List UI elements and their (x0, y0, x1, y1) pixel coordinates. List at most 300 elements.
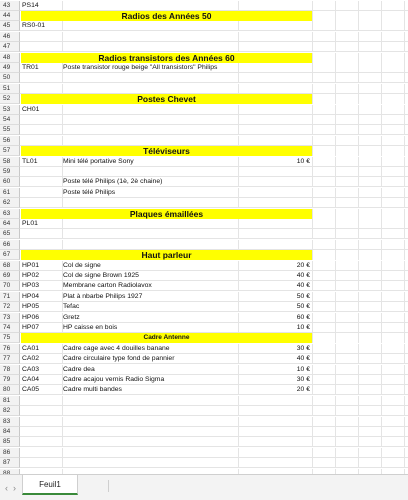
column-gridline (381, 115, 382, 125)
column-gridline (358, 94, 359, 104)
column-gridline (404, 406, 405, 416)
column-gridline (404, 136, 405, 146)
cell-price[interactable]: 10 € (296, 365, 310, 373)
column-gridline (312, 11, 313, 21)
column-gridline (335, 292, 336, 302)
sheet-row (0, 188, 408, 198)
column-gridline (404, 354, 405, 364)
row-grid (20, 437, 408, 447)
cell-price[interactable]: 20 € (296, 261, 310, 269)
row-number[interactable]: 68 (0, 261, 20, 271)
column-gridline (312, 302, 313, 312)
sheet-row (0, 73, 408, 83)
column-gridline (381, 261, 382, 271)
tab-scroll-right-icon[interactable]: › (13, 483, 16, 493)
row-number[interactable]: 86 (0, 448, 20, 458)
cell-reference[interactable]: TR01 (22, 63, 39, 71)
cell-reference[interactable]: TL01 (22, 157, 38, 165)
column-gridline (312, 417, 313, 427)
column-gridline (381, 63, 382, 73)
cell-description[interactable]: HP caisse en bois (63, 323, 118, 331)
column-gridline (358, 333, 359, 343)
column-gridline (358, 323, 359, 333)
column-gridline (335, 115, 336, 125)
row-number[interactable]: 58 (0, 157, 20, 167)
sheet-row (0, 281, 408, 291)
column-gridline (335, 219, 336, 229)
cell-description[interactable]: Cadre multi bandes (63, 386, 122, 394)
column-gridline (358, 250, 359, 260)
row-number[interactable]: 85 (0, 437, 20, 447)
row-number[interactable]: 70 (0, 281, 20, 291)
column-gridline (62, 229, 63, 239)
column-gridline (381, 157, 382, 167)
column-gridline (381, 396, 382, 406)
row-number[interactable]: 64 (0, 219, 20, 229)
row-number[interactable]: 63 (0, 209, 20, 219)
column-gridline (381, 1, 382, 11)
sheet-row (0, 365, 408, 375)
column-gridline (335, 209, 336, 219)
row-number[interactable]: 76 (0, 344, 20, 354)
column-gridline (312, 323, 313, 333)
column-gridline (358, 1, 359, 11)
column-gridline (62, 73, 63, 83)
cell-reference[interactable]: HP01 (22, 261, 40, 269)
cell-reference[interactable]: CA05 (22, 386, 40, 394)
cell-reference[interactable]: PL01 (22, 219, 38, 227)
column-gridline (62, 167, 63, 177)
column-gridline (335, 417, 336, 427)
row-number[interactable]: 43 (0, 1, 20, 11)
column-gridline (312, 437, 313, 447)
row-number[interactable]: 47 (0, 42, 20, 52)
column-gridline (335, 32, 336, 42)
sheet-tab-feuil1[interactable]: Feuil1 (22, 475, 78, 495)
column-gridline (404, 333, 405, 343)
cell-description[interactable]: Membrane carton Radiolavox (63, 282, 152, 290)
cell-price[interactable]: 50 € (296, 303, 310, 311)
column-gridline (381, 11, 382, 21)
column-gridline (335, 385, 336, 395)
cell-price[interactable]: 20 € (296, 386, 310, 394)
column-gridline (381, 281, 382, 291)
row-grid (20, 417, 408, 427)
column-gridline (404, 157, 405, 167)
row-number[interactable]: 45 (0, 21, 20, 31)
column-gridline (238, 219, 239, 229)
sheet-row (0, 198, 408, 208)
column-gridline (335, 281, 336, 291)
cell-price[interactable]: 30 € (296, 375, 310, 383)
column-gridline (312, 458, 313, 468)
column-gridline (404, 250, 405, 260)
column-gridline (358, 313, 359, 323)
row-number[interactable]: 55 (0, 125, 20, 135)
column-gridline (404, 188, 405, 198)
row-grid (20, 427, 408, 437)
row-number[interactable]: 72 (0, 302, 20, 312)
row-number[interactable]: 74 (0, 323, 20, 333)
column-gridline (335, 375, 336, 385)
column-gridline (404, 167, 405, 177)
column-gridline (62, 42, 63, 52)
row-grid (20, 167, 408, 177)
column-gridline (238, 42, 239, 52)
column-gridline (358, 188, 359, 198)
column-gridline (358, 11, 359, 21)
row-number[interactable]: 49 (0, 63, 20, 73)
cell-description[interactable]: Gretz (63, 313, 80, 321)
column-gridline (335, 167, 336, 177)
column-gridline (381, 198, 382, 208)
cell-reference[interactable]: HP06 (22, 313, 40, 321)
column-gridline (381, 125, 382, 135)
column-gridline (381, 427, 382, 437)
row-grid (20, 240, 408, 250)
column-gridline (358, 437, 359, 447)
column-gridline (381, 229, 382, 239)
cell-price[interactable]: 60 € (296, 313, 310, 321)
row-number[interactable]: 66 (0, 240, 20, 250)
sheet-row (0, 209, 408, 219)
column-gridline (358, 177, 359, 187)
column-gridline (312, 396, 313, 406)
section-header[interactable]: Téléviseurs (143, 146, 190, 157)
row-number[interactable]: 52 (0, 94, 20, 104)
column-gridline (335, 136, 336, 146)
row-grid (20, 73, 408, 83)
column-gridline (335, 406, 336, 416)
cell-description[interactable]: Poste télé Philips (63, 188, 116, 196)
column-gridline (358, 281, 359, 291)
row-grid (20, 42, 408, 52)
column-gridline (358, 219, 359, 229)
sheet-row (0, 271, 408, 281)
column-gridline (335, 146, 336, 156)
column-gridline (335, 11, 336, 21)
sheet-row (0, 32, 408, 42)
column-gridline (381, 458, 382, 468)
row-number[interactable]: 82 (0, 406, 20, 416)
sheet-row (0, 1, 408, 11)
column-gridline (381, 73, 382, 83)
column-gridline (381, 271, 382, 281)
cell-price[interactable]: 50 € (296, 292, 310, 300)
cell-reference[interactable]: PS14 (22, 1, 39, 9)
row-number[interactable]: 54 (0, 115, 20, 125)
cell-description[interactable]: Cadre dea (63, 365, 95, 373)
row-number[interactable]: 79 (0, 375, 20, 385)
row-number[interactable]: 73 (0, 313, 20, 323)
column-gridline (238, 63, 239, 73)
cell-description[interactable]: Mini télé portative Sony (63, 157, 134, 165)
column-gridline (358, 354, 359, 364)
column-gridline (404, 281, 405, 291)
tab-separator (108, 480, 109, 492)
column-gridline (312, 84, 313, 94)
row-number[interactable]: 80 (0, 385, 20, 395)
row-number[interactable]: 78 (0, 365, 20, 375)
column-gridline (358, 229, 359, 239)
row-grid (20, 219, 408, 229)
row-number[interactable]: 77 (0, 354, 20, 364)
cell-reference[interactable]: RS0-01 (22, 22, 46, 30)
column-gridline (381, 53, 382, 63)
column-gridline (404, 292, 405, 302)
column-gridline (238, 437, 239, 447)
column-gridline (62, 125, 63, 135)
column-gridline (312, 209, 313, 219)
row-number[interactable]: 50 (0, 73, 20, 83)
sheet-row (0, 406, 408, 416)
column-gridline (358, 53, 359, 63)
sheet-row (0, 302, 408, 312)
cell-description[interactable]: Cadre cage avec 4 douilles banane (63, 344, 170, 352)
section-header[interactable]: Radios transistors des Années 60 (98, 52, 235, 63)
cell-reference[interactable]: CA01 (22, 344, 40, 352)
sheet-row (0, 375, 408, 385)
cell-description[interactable]: Col de signe Brown 1925 (63, 271, 139, 279)
cell-reference[interactable]: HP03 (22, 282, 40, 290)
cell-reference[interactable]: CA02 (22, 355, 40, 363)
section-header[interactable]: Postes Chevet (137, 94, 196, 105)
column-gridline (381, 344, 382, 354)
row-number[interactable]: 75 (0, 333, 20, 343)
column-gridline (381, 385, 382, 395)
cell-price[interactable]: 10 € (296, 323, 310, 331)
column-gridline (381, 177, 382, 187)
column-gridline (238, 1, 239, 11)
sheet-row (0, 437, 408, 447)
column-gridline (404, 177, 405, 187)
cell-price[interactable]: 10 € (296, 157, 310, 165)
row-grid (20, 448, 408, 458)
column-gridline (312, 188, 313, 198)
cell-price[interactable]: 40 € (296, 271, 310, 279)
sheet-row (0, 385, 408, 395)
column-gridline (312, 406, 313, 416)
column-gridline (62, 437, 63, 447)
column-gridline (358, 198, 359, 208)
column-gridline (358, 136, 359, 146)
row-number[interactable]: 88 (0, 469, 20, 475)
cell-reference[interactable]: CA04 (22, 375, 40, 383)
row-number[interactable]: 65 (0, 229, 20, 239)
cell-reference[interactable]: HP07 (22, 323, 40, 331)
row-grid (20, 115, 408, 125)
column-gridline (404, 209, 405, 219)
column-gridline (62, 84, 63, 94)
row-grid (20, 229, 408, 239)
row-number[interactable]: 57 (0, 146, 20, 156)
column-gridline (238, 105, 239, 115)
sheet-row (0, 105, 408, 115)
cell-description[interactable]: Cadre circulaire type fond de pannier (63, 355, 175, 363)
column-gridline (381, 302, 382, 312)
column-gridline (62, 32, 63, 42)
cell-description[interactable]: Plat à nbarbe Philips 1927 (63, 292, 143, 300)
cell-price[interactable]: 40 € (296, 282, 310, 290)
column-gridline (312, 427, 313, 437)
column-gridline (238, 198, 239, 208)
column-gridline (62, 427, 63, 437)
column-gridline (404, 365, 405, 375)
row-number[interactable]: 69 (0, 271, 20, 281)
row-number[interactable]: 60 (0, 177, 20, 187)
sheet-row (0, 146, 408, 156)
column-gridline (404, 240, 405, 250)
column-gridline (381, 167, 382, 177)
column-gridline (312, 53, 313, 63)
column-gridline (404, 219, 405, 229)
column-gridline (358, 344, 359, 354)
cell-description[interactable]: Poste télé Philips (1è, 2è chaine) (63, 178, 163, 186)
column-gridline (404, 63, 405, 73)
section-header[interactable]: Radios des Années 50 (121, 10, 212, 21)
row-number[interactable]: 67 (0, 250, 20, 260)
column-gridline (312, 354, 313, 364)
column-gridline (358, 73, 359, 83)
column-gridline (381, 42, 382, 52)
cell-reference[interactable]: HP05 (22, 303, 40, 311)
column-gridline (312, 167, 313, 177)
sheet-row (0, 458, 408, 468)
column-gridline (358, 125, 359, 135)
row-number[interactable]: 59 (0, 167, 20, 177)
column-gridline (238, 417, 239, 427)
column-gridline (404, 458, 405, 468)
column-gridline (335, 250, 336, 260)
column-gridline (312, 261, 313, 271)
column-gridline (335, 427, 336, 437)
column-gridline (335, 323, 336, 333)
row-grid (20, 458, 408, 468)
row-grid (20, 136, 408, 146)
column-gridline (312, 115, 313, 125)
column-gridline (312, 1, 313, 11)
section-header[interactable]: Haut parleur (141, 250, 192, 261)
column-gridline (62, 198, 63, 208)
column-gridline (404, 198, 405, 208)
cell-description[interactable]: Tefac (63, 303, 80, 311)
column-gridline (358, 105, 359, 115)
sheet-row (0, 240, 408, 250)
column-gridline (312, 105, 313, 115)
column-gridline (404, 32, 405, 42)
row-number[interactable]: 62 (0, 198, 20, 208)
sheet-row (0, 63, 408, 73)
column-gridline (404, 344, 405, 354)
column-gridline (238, 177, 239, 187)
cell-description[interactable]: Poste transistor rouge beige "All transistors" Philips (63, 63, 218, 71)
row-number[interactable]: 51 (0, 84, 20, 94)
column-gridline (358, 427, 359, 437)
sheet-row (0, 344, 408, 354)
row-grid (20, 1, 408, 11)
column-gridline (238, 240, 239, 250)
row-number[interactable]: 71 (0, 292, 20, 302)
column-gridline (381, 136, 382, 146)
column-gridline (335, 157, 336, 167)
cell-description[interactable]: Cadre acajou vernis Radio Sigma (63, 375, 165, 383)
row-number[interactable]: 46 (0, 32, 20, 42)
sheet-row (0, 219, 408, 229)
row-number[interactable]: 84 (0, 427, 20, 437)
column-gridline (238, 396, 239, 406)
column-gridline (335, 198, 336, 208)
row-number[interactable]: 81 (0, 396, 20, 406)
column-gridline (312, 73, 313, 83)
column-gridline (358, 63, 359, 73)
row-number[interactable]: 53 (0, 105, 20, 115)
row-number[interactable]: 56 (0, 136, 20, 146)
row-number[interactable]: 44 (0, 11, 20, 21)
column-gridline (358, 157, 359, 167)
column-gridline (238, 458, 239, 468)
tab-scroll-left-icon[interactable]: ‹ (5, 483, 8, 493)
column-gridline (312, 198, 313, 208)
row-grid (20, 105, 408, 115)
column-gridline (62, 136, 63, 146)
column-gridline (335, 448, 336, 458)
column-gridline (335, 63, 336, 73)
cell-reference[interactable]: HP04 (22, 292, 40, 300)
column-gridline (335, 1, 336, 11)
column-gridline (381, 32, 382, 42)
column-gridline (335, 396, 336, 406)
column-gridline (381, 437, 382, 447)
column-gridline (358, 21, 359, 31)
row-number[interactable]: 61 (0, 188, 20, 198)
row-number[interactable]: 87 (0, 458, 20, 468)
column-gridline (312, 375, 313, 385)
column-gridline (381, 21, 382, 31)
cell-description[interactable]: Col de signe (63, 261, 101, 269)
column-gridline (404, 1, 405, 11)
cell-reference[interactable]: CH01 (22, 105, 40, 113)
cell-price[interactable]: 30 € (296, 344, 310, 352)
column-gridline (404, 84, 405, 94)
cell-reference[interactable]: HP02 (22, 271, 40, 279)
column-gridline (335, 125, 336, 135)
row-number[interactable]: 83 (0, 417, 20, 427)
column-gridline (312, 271, 313, 281)
section-header[interactable]: Cadre Antenne (143, 334, 190, 342)
column-gridline (335, 73, 336, 83)
sheet-row (0, 53, 408, 63)
column-gridline (62, 219, 63, 229)
column-gridline (358, 32, 359, 42)
section-header[interactable]: Plaques émaillées (129, 208, 204, 219)
column-gridline (358, 42, 359, 52)
sheet-row (0, 292, 408, 302)
column-gridline (335, 94, 336, 104)
sheet-row (0, 333, 408, 343)
sheet-row (0, 11, 408, 21)
row-grid (20, 406, 408, 416)
cell-reference[interactable]: CA03 (22, 365, 40, 373)
column-gridline (404, 42, 405, 52)
row-number[interactable]: 48 (0, 53, 20, 63)
sheet-row (0, 157, 408, 167)
sheet-row (0, 136, 408, 146)
row-grid (20, 396, 408, 406)
row-grid (20, 32, 408, 42)
column-gridline (335, 302, 336, 312)
column-gridline (238, 115, 239, 125)
cell-price[interactable]: 40 € (296, 355, 310, 363)
